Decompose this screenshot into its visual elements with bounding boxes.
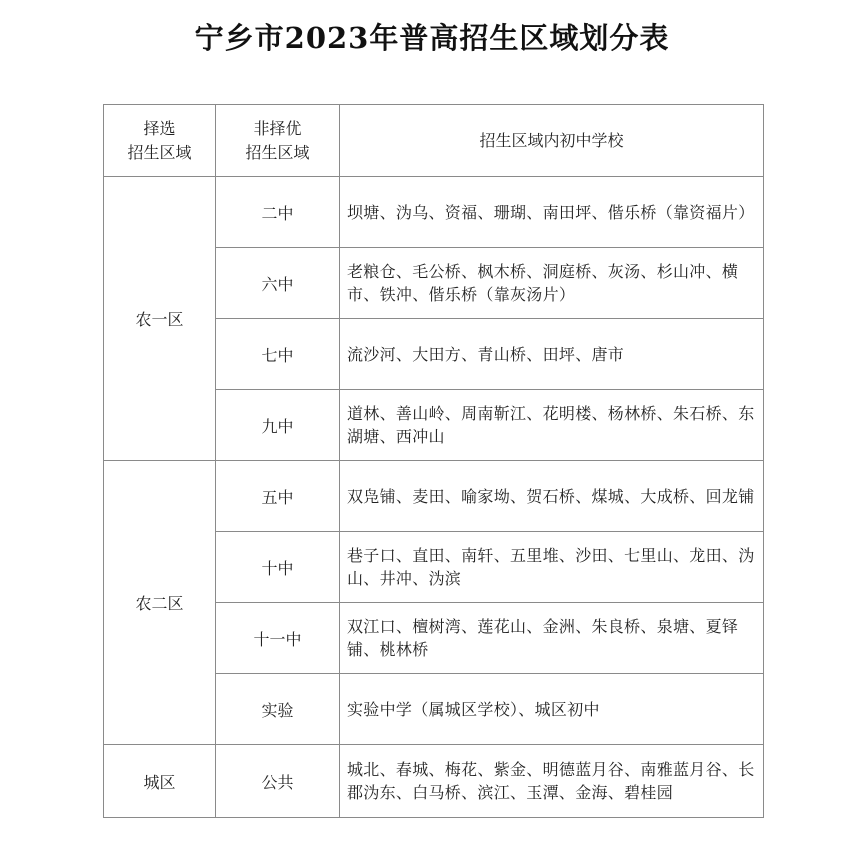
towns-cell: 老粮仓、毛公桥、枫木桥、洞庭桥、灰汤、杉山冲、横市、铁冲、偕乐桥（靠灰汤片） — [340, 248, 764, 319]
table-header-row — [104, 105, 764, 177]
towns-cell: 城北、春城、梅花、紫金、明德蓝月谷、南雅蓝月谷、长郡沩东、白马桥、滨江、玉潭、金海、碧桂园 — [340, 745, 764, 818]
header-selective-zone-line2: 招生区域 — [127, 142, 192, 162]
header-selective-zone-line1: 择选 — [143, 118, 176, 138]
towns-cell: 流沙河、大田方、青山桥、田坪、唐市 — [340, 319, 764, 390]
school-cell: 十中 — [216, 532, 340, 603]
school-cell: 公共 — [216, 745, 340, 818]
header-junior-schools: 招生区域内初中学校 — [340, 105, 764, 177]
zone-cell-city: 城区 — [104, 745, 216, 818]
header-selective-zone — [104, 105, 216, 177]
school-cell: 十一中 — [216, 603, 340, 674]
school-cell: 五中 — [216, 461, 340, 532]
enrollment-zone-table — [103, 104, 764, 818]
zone-cell-nong2: 农二区 — [104, 461, 216, 745]
header-nonselective-zone — [216, 105, 340, 177]
towns-cell: 双凫铺、麦田、喻家坳、贺石桥、煤城、大成桥、回龙铺 — [340, 461, 764, 532]
towns-cell: 道林、善山岭、周南靳江、花明楼、杨林桥、朱石桥、东湖塘、西冲山 — [340, 390, 764, 461]
table-row — [104, 745, 764, 818]
table-row — [104, 461, 764, 532]
school-cell: 实验 — [216, 674, 340, 745]
table-row — [104, 177, 764, 248]
header-nonselective-zone-line2: 招生区域 — [245, 142, 310, 162]
school-cell: 七中 — [216, 319, 340, 390]
school-cell: 九中 — [216, 390, 340, 461]
zone-cell-nong1: 农一区 — [104, 177, 216, 461]
school-cell: 六中 — [216, 248, 340, 319]
towns-cell: 双江口、檀树湾、莲花山、金洲、朱良桥、泉塘、夏铎铺、桃林桥 — [340, 603, 764, 674]
towns-cell: 实验中学（属城区学校）、城区初中 — [340, 674, 764, 745]
towns-cell: 巷子口、直田、南轩、五里堆、沙田、七里山、龙田、沩山、井冲、沩滨 — [340, 532, 764, 603]
towns-cell: 坝塘、沩乌、资福、珊瑚、南田坪、偕乐桥（靠资福片） — [340, 177, 764, 248]
page-title: 宁乡市2023年普高招生区域划分表 — [194, 21, 670, 55]
header-nonselective-zone-line1: 非择优 — [253, 118, 302, 138]
school-cell: 二中 — [216, 177, 340, 248]
